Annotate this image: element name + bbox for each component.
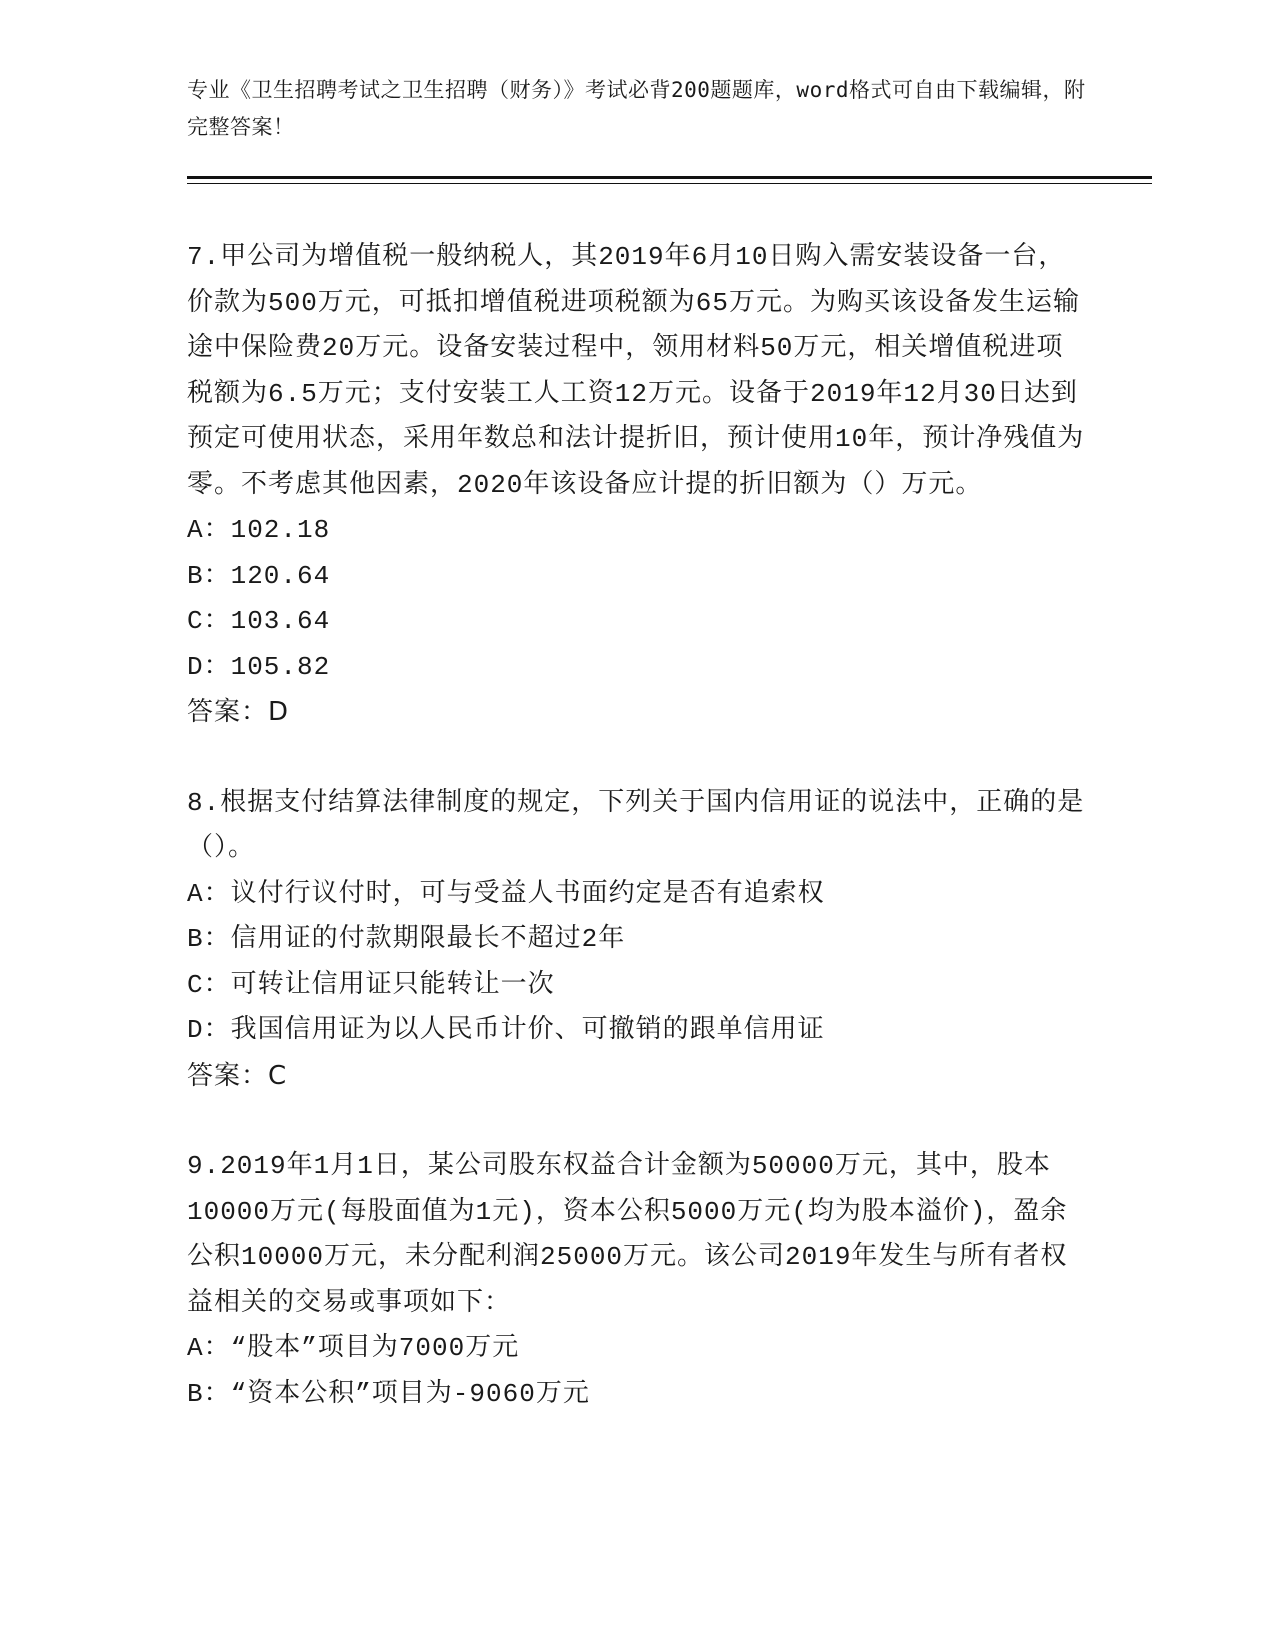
option-d: D：我国信用证为以人民币计价、可撤销的跟单信用证 (187, 1015, 825, 1045)
option-c: C：103.64 (187, 606, 331, 636)
option-d: D：105.82 (187, 651, 331, 682)
answer-text: 答案：D (187, 697, 290, 727)
question-stem: 8.根据支付结算法律制度的规定，下列关于国内信用证的说法中，正确的是（）。 (187, 787, 1085, 863)
question-stem: 7.甲公司为增值税一般纳税人，其2019年6月10日购入需安装设备一台，价款为500万元，可抵扣增值税进项税额为65万元。为购买该设备发生运输途中保险费20万元。设备安装过程中，领用材料50万元，相关增值税进项税额为6.5万元；支付安装工人工资12万元。设备于2019年12月30日达到预定可使用状态，采用年数总和法计提折旧，预计使用10年，预计净残值为零。不考虑其他因素，2020年该设备应计提的折旧额为（）万元。 (187, 242, 1085, 500)
question-9 (187, 1144, 1087, 1417)
option-b: B：“资本公积”项目为-9060万元 (187, 1378, 590, 1409)
question-stem: 9.2019年1月1日，某公司股东权益合计金额为50000万元，其中，股本10000万元(每股面值为1元)，资本公积5000万元(均为股本溢价)，盈余公积10000万元，未分配利润25000万元。该公司2019年发生与所有者权益相关的交易或事项如下： (187, 1151, 1068, 1318)
header-divider-thin (187, 183, 1152, 184)
option-b: B：120.64 (187, 560, 331, 591)
option-a: A：“股本”项目为7000万元 (187, 1333, 520, 1363)
option-c: C：可转让信用证只能转让一次 (187, 969, 555, 1000)
option-b: B：信用证的付款期限最长不超过2年 (187, 924, 626, 954)
question-7 (187, 235, 1087, 736)
header-divider-thick (187, 176, 1152, 179)
document-header: 专业《卫生招聘考试之卫生招聘（财务）》考试必背200题题库，word格式可自由下载编辑，附完整答案！ (187, 78, 1086, 139)
question-8 (187, 781, 1087, 1100)
option-a: A：102.18 (187, 515, 331, 545)
question-list (187, 235, 1087, 1462)
option-a: A：议付行议付时，可与受益人书面约定是否有追索权 (187, 878, 825, 909)
answer-text: 答案：C (187, 1060, 288, 1091)
